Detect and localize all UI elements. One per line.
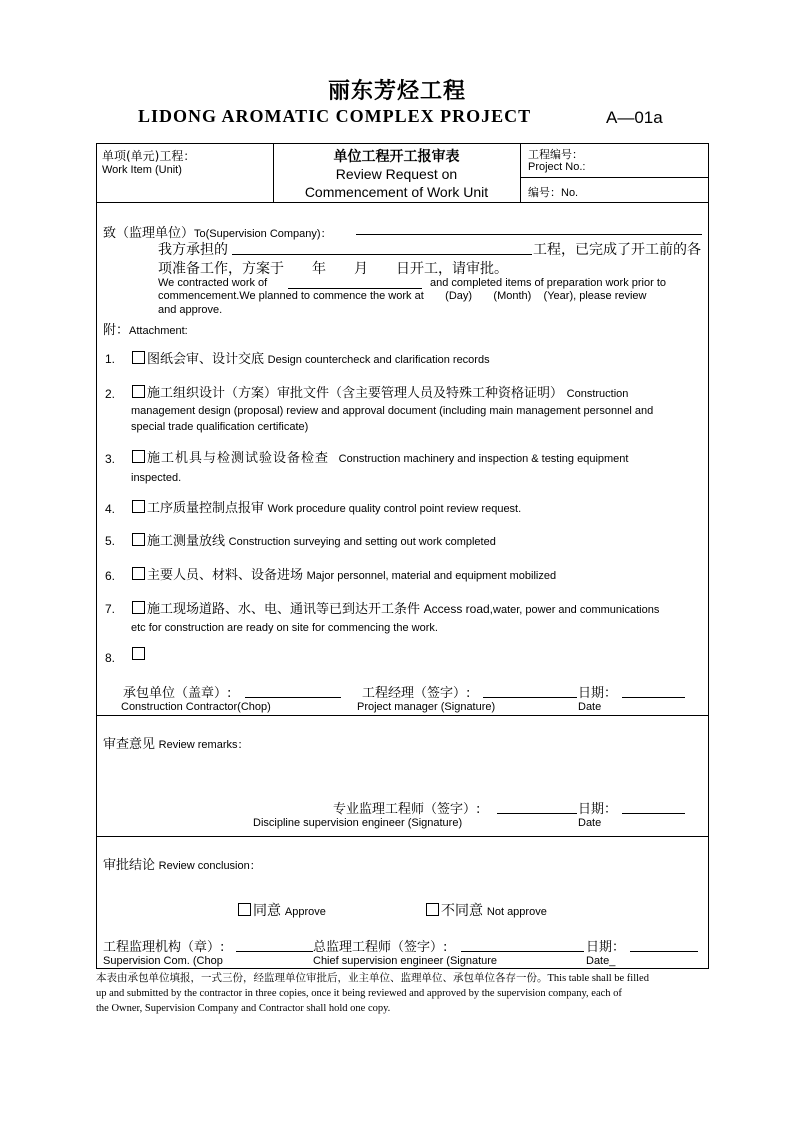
serial-no-cn: 编号： — [528, 186, 561, 199]
request-line1-cn-a: 我方承担的 — [158, 242, 228, 258]
pm-signature-field[interactable] — [483, 685, 577, 698]
approve-en: Approve — [284, 906, 326, 918]
conclusion-date-label-en: Date_ — [586, 955, 616, 967]
supervision-company-field[interactable] — [356, 222, 702, 235]
project-no-label-cn: 工程编号： — [528, 148, 583, 161]
item-4-en: Work procedure quality control point review request. — [267, 503, 522, 515]
item-2-checkbox[interactable] — [132, 385, 145, 398]
review-label-en: Review remarks： — [158, 739, 249, 751]
item-1 — [132, 348, 490, 367]
item-4-checkbox[interactable] — [132, 500, 145, 513]
engineer-label-cn: 专业监理工程师（签字）: — [333, 802, 481, 817]
item-5-en: Construction surveying and setting out work completed — [228, 536, 496, 548]
conclusion-date-field[interactable] — [630, 939, 698, 952]
footnote-line-1: 本表由承包单位填报，一式三份，经监理单位审批后，业主单位、监理单位、承包单位各存一份。This table shall be filled — [96, 973, 649, 984]
item-7-num: 7. — [105, 602, 116, 616]
item-1-num: 1. — [105, 352, 116, 366]
chief-signature-field[interactable] — [461, 939, 584, 952]
review-date-label-cn: 日期： — [578, 802, 618, 817]
item-2-cn: 施工组织设计（方案）审批文件（含主要管理人员及特殊工种资格证明） — [147, 386, 564, 401]
unit-label-cn: 单项(单元)工程： — [102, 149, 196, 163]
approve-option[interactable] — [238, 900, 326, 920]
item-6-checkbox[interactable] — [132, 567, 145, 580]
supervision-chop-field[interactable] — [236, 939, 313, 952]
item-7-checkbox[interactable] — [132, 601, 145, 614]
conclusion-label — [103, 854, 261, 873]
item-2-en2: management design (proposal) review and approval document (including main management personnel and — [131, 405, 654, 417]
item-6-num: 6. — [105, 569, 116, 583]
item-5 — [132, 530, 496, 549]
contractor-org-label-en: Construction Contractor(Chop) — [121, 701, 271, 713]
to-label-cn: 致（监理单位） — [103, 226, 195, 241]
item-6-cn: 主要人员、材料、设备进场 — [147, 568, 304, 583]
disapprove-en: Not approve — [486, 906, 547, 918]
contracted-work-field[interactable] — [288, 276, 422, 289]
conclusion-label-cn: 审批结论 — [103, 858, 156, 873]
form-title-en-1: Review Request on — [335, 166, 458, 182]
item-5-checkbox[interactable] — [132, 533, 145, 546]
approve-checkbox[interactable] — [238, 903, 251, 916]
item-3-num: 3. — [105, 452, 116, 466]
disapprove-checkbox[interactable] — [426, 903, 439, 916]
item-2-num: 2. — [105, 387, 116, 401]
unit-label-en: Work Item (Unit) — [102, 164, 182, 176]
contractor-date-field[interactable] — [622, 685, 685, 698]
item-7 — [132, 598, 708, 617]
item-5-cn: 施工测量放线 — [147, 534, 226, 549]
page-title-en: LIDONG AROMATIC COMPLEX PROJECT — [138, 106, 532, 126]
form-title-cn: 单位工程开工报审表 — [333, 149, 460, 165]
project-no-label-en: Project No.: — [528, 161, 586, 173]
contractor-org-label-cn: 承包单位（盖章）: — [123, 686, 232, 701]
contractor-date-label-cn: 日期： — [578, 686, 618, 701]
footnote — [96, 971, 712, 1016]
item-1-cn: 图纸会审、设计交底 — [147, 352, 265, 367]
request-en-2: commencement.We planned to commence the work at (Day) (Month) (Year), please review — [158, 290, 647, 302]
approve-cn: 同意 — [253, 903, 281, 919]
item-1-en: Design countercheck and clarification records — [267, 354, 490, 366]
engineer-signature-field[interactable] — [497, 801, 577, 814]
request-en-1a: We contracted work of — [158, 277, 268, 289]
item-7-en2: etc for construction are ready on site for commencing the work. — [131, 622, 438, 634]
pm-label-cn: 工程经理（签字）: — [362, 686, 471, 701]
item-7-en: water, power and communications — [493, 604, 660, 616]
item-2 — [132, 382, 703, 401]
item-5-num: 5. — [105, 534, 116, 548]
item-4 — [132, 497, 521, 516]
item-3-cn: 施工机具与检测试验设备检查 — [147, 451, 330, 466]
item-2-en: Construction — [566, 388, 629, 400]
request-en-3: and approve. — [158, 304, 223, 316]
disapprove-cn: 不同意 — [441, 903, 483, 919]
serial-no-en: No. — [561, 187, 579, 199]
item-8-checkbox[interactable] — [132, 647, 145, 660]
engineer-label-en: Discipline supervision engineer (Signature) — [253, 817, 463, 829]
divider — [96, 202, 709, 203]
item-4-num: 4. — [105, 502, 116, 516]
serial-no-label — [528, 184, 578, 200]
item-6-en: Major personnel, material and equipment mobilized — [306, 570, 557, 582]
item-3-en2: inspected. — [131, 472, 182, 484]
request-line2-cn: 项准备工作，方案于 年 月 日开工，请审批。 — [158, 261, 508, 277]
contractor-chop-field[interactable] — [245, 685, 341, 698]
attachment-en: Attachment: — [129, 325, 188, 337]
divider — [96, 836, 709, 837]
item-1-checkbox[interactable] — [132, 351, 145, 364]
contractor-date-label-en: Date — [578, 701, 602, 713]
attachment-cn: 附： — [103, 323, 130, 338]
review-label — [103, 733, 249, 752]
review-label-cn: 审查意见 — [103, 737, 156, 752]
item-6 — [132, 564, 556, 583]
review-date-field[interactable] — [622, 801, 685, 814]
to-label-en: To(Supervision Company)： — [194, 228, 332, 240]
review-date-label-en: Date — [578, 817, 602, 829]
divider — [520, 143, 521, 202]
conclusion-date-label-cn: 日期： — [586, 940, 626, 955]
page-title-cn: 丽东芳烃工程 — [327, 78, 466, 103]
item-2-en3: special trade qualification certificate) — [131, 421, 309, 433]
divider — [96, 715, 709, 716]
attachment-label — [103, 319, 188, 338]
form-title-en-2: Commencement of Work Unit — [304, 184, 489, 200]
request-en-1b: and completed items of preparation work prior to — [430, 277, 667, 289]
item-3-en: Construction machinery and inspection & testing equipment — [338, 453, 629, 465]
footnote-line-2: up and submitted by the contractor in three copies, once it being reviewed and approved by the supervision company, each of — [96, 988, 622, 999]
item-3-checkbox[interactable] — [132, 450, 145, 463]
item-8 — [132, 647, 147, 662]
work-name-field[interactable] — [232, 240, 532, 255]
request-line1-cn-b: 工程，已完成了开工前的各 — [533, 242, 701, 258]
disapprove-option[interactable] — [426, 900, 547, 920]
review-remarks-area[interactable] — [103, 752, 703, 792]
divider — [520, 177, 709, 178]
chief-label-cn: 总监理工程师（签字）: — [313, 940, 448, 955]
footnote-line-3: the Owner, Supervision Company and Contractor shall hold one copy. — [96, 1003, 391, 1014]
item-7-cn: 施工现场道路、水、电、通讯等已到达开工条件 — [147, 602, 421, 617]
supervision-org-label-en: Supervision Com. (Chop — [103, 955, 223, 967]
conclusion-label-en: Review conclusion： — [158, 860, 261, 872]
supervision-org-label-cn: 工程监理机构（章）: — [103, 940, 225, 955]
pm-label-en: Project manager (Signature) — [357, 701, 496, 713]
item-4-cn: 工序质量控制点报审 — [147, 501, 265, 516]
form-code: A—01a — [606, 108, 663, 127]
item-3 — [132, 447, 703, 466]
item-8-num: 8. — [105, 651, 116, 665]
chief-label-en: Chief supervision engineer (Signature — [313, 955, 498, 967]
item-7-en-mid: Access road, — [423, 602, 494, 616]
